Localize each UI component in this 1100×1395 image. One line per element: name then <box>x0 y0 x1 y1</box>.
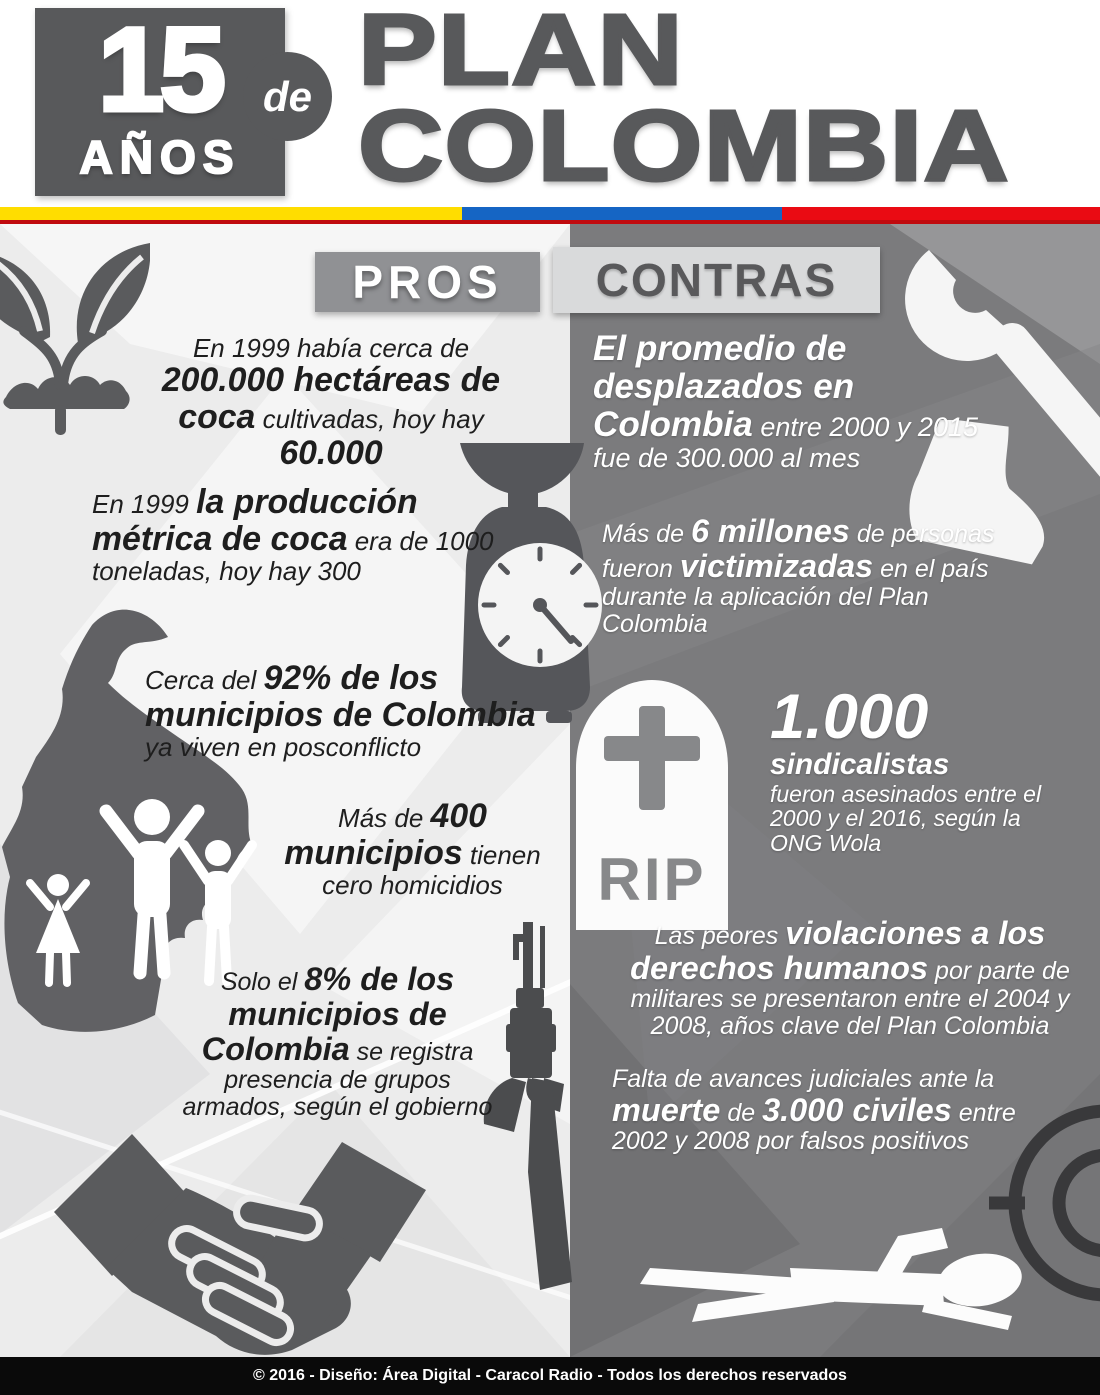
de-label: de <box>262 72 312 120</box>
footer-credit: © 2016 - Diseño: Área Digital - Caracol Radio - Todos los derechos reservados <box>253 1367 847 1384</box>
contras-stat-human-rights: Las peores violaciones a los derechos humanos por parte de militares se presentaron entre el 2004 y 2008, años clave del Plan Colombia <box>630 915 1070 1041</box>
contras-stat-displaced: El promedio de desplazados en Colombia entre 2000 y 2015 fue de 300.000 al mes <box>593 329 978 473</box>
flag-blue-band <box>462 207 782 220</box>
flag-underline <box>0 220 1100 224</box>
contras-header <box>553 247 880 313</box>
sprout-icon <box>0 225 150 435</box>
page-title <box>358 0 1010 202</box>
tombstone-icon <box>562 672 742 930</box>
years-word: AÑOS <box>79 131 241 183</box>
rip-text: RIP <box>597 846 707 913</box>
pros-label: PROS <box>352 256 503 308</box>
contras-label: CONTRAS <box>595 254 838 306</box>
title-line-2: COLOMBIA <box>358 90 1010 202</box>
pros-stat-coca-production: En 1999 la producción métrica de coca era de 1000 toneladas, hoy hay 300 <box>92 483 494 586</box>
title-line-1: PLAN <box>358 0 684 106</box>
flag-red-band <box>782 207 1100 220</box>
handshake-icon <box>40 1092 440 1362</box>
pros-stat-coca-hectares: En 1999 había cerca de 200.000 hectáreas de coca cultivadas, hoy hay 60.000 <box>161 333 501 473</box>
years-number: 15 <box>98 4 222 136</box>
pros-stat-armed-groups: Solo el 8% de los municipios de Colombia se registra presencia de grupos armados, según el gobierno <box>182 961 493 1122</box>
footer-bar <box>0 1357 1100 1395</box>
pros-stat-posconflict-municipalities: Cerca del 92% de los municipios de Colombia ya viven en posconflicto <box>145 659 536 762</box>
de-circle-badge <box>243 52 332 141</box>
flag-stripe <box>0 207 1100 220</box>
contras-stat-unionists: 1.000 sindicalistas fueron asesinados entre el 2000 y el 2016, según la ONG Wola <box>770 682 1042 857</box>
flag-yellow-band <box>0 207 462 220</box>
contras-stat-false-positives: Falta de avances judiciales ante la muerte de 3.000 civiles entre 2002 y 2008 por falsos positivos <box>612 1065 1016 1156</box>
pros-stat-zero-homicides: Más de 400 municipios tienen cero homicidios <box>284 797 541 900</box>
contras-stat-victims: Más de 6 millones de personas fueron victimizadas en el país durante la aplicación del Plan Colombia <box>602 513 995 639</box>
pros-header <box>315 252 540 312</box>
